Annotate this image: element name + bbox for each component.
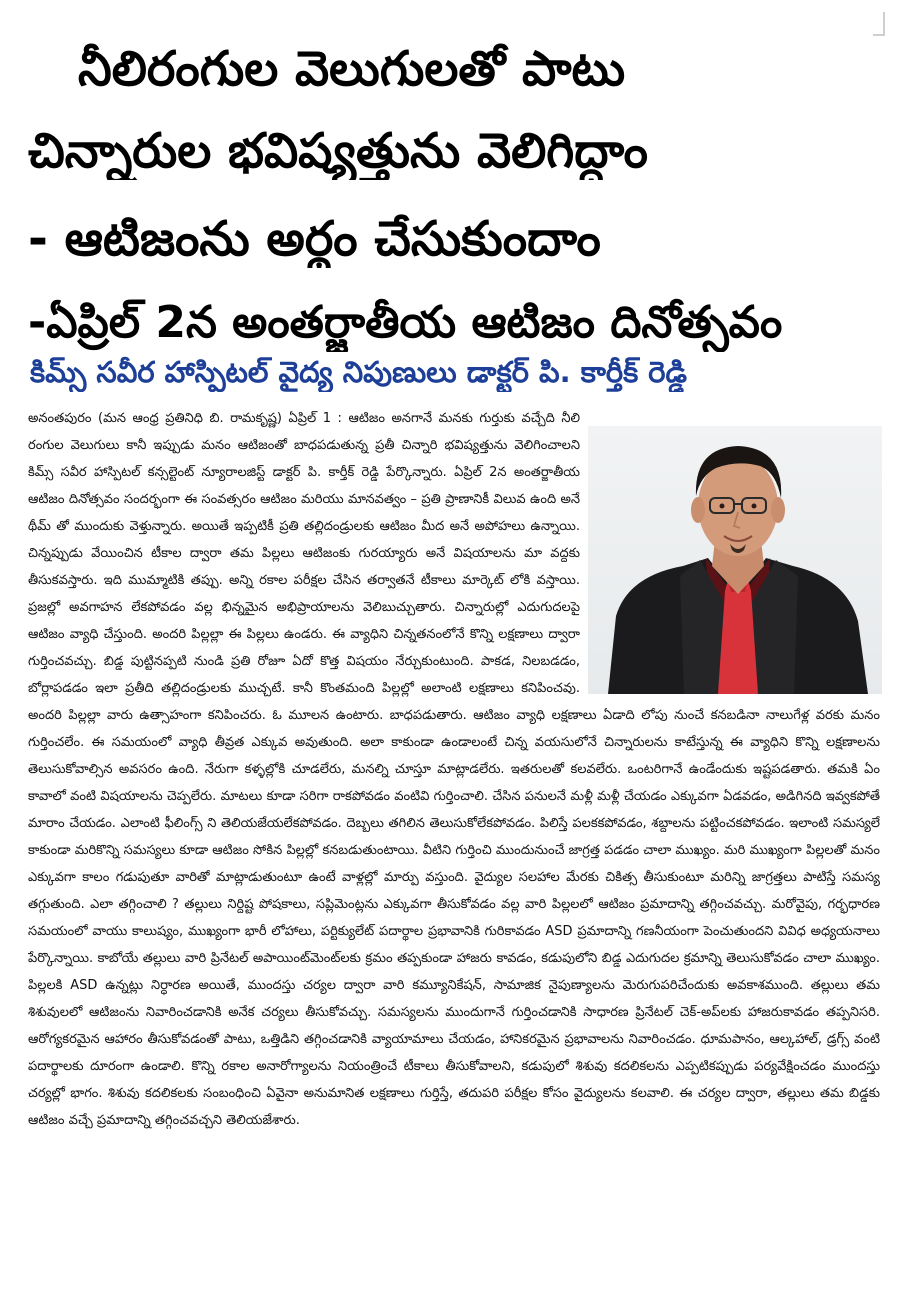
page-corner-mark	[873, 12, 885, 36]
headline-line-2: చిన్నారుల భవిష్యత్తును వెలిగిద్దాం	[28, 123, 648, 179]
photo-text-wrap-spacer	[580, 405, 880, 701]
headline-line-4: -ఏప్రిల్ 2న అంతర్జాతీయ ఆటిజం దినోత్సవం	[28, 297, 783, 348]
headline-line-1: నీలిరంగుల వెలుగులతో పాటు	[78, 41, 626, 97]
headline-line-3: - ఆటిజంను అర్థం చేసుకుందాం	[28, 211, 601, 267]
article-paragraph: అనంతపురం (మన ఆంధ్ర ప్రతినిధి బి. రామకృష్ణ) ఏప్రిల్ 1 : ఆటిజం అనగానే మనకు గుర్తుకు వచ్చేది నీలి రంగుల వెలుగులు కానీ ఇప్పుడు మనం ఆటిజంతో బాధపడుతున్న ప్రతీ చిన్నారి భవిష్యత్తును వెలిగించాలని కిమ్స్ సవీర హాస్పిటల్ కన్సల్టెంట్ న్యూరాలజిస్ట్ డాక్టర్ పి. కార్తీక్ రెడ్డి పేర్కొన్నారు. ఏప్రిల్ 2న అంతర్జాతీయ ఆటిజం దినోత్సవం సందర్భంగా ఈ సంవత్సరం ఆటిజం మరియు మానవత్వం – ప్రతి ప్రాణానికీ విలువ ఉంది అనే థీమ్ తో ముందుకు వెళ్తున్నారు. అయితే ఇప్పటికీ ప్రతి తల్లిదండ్రులకు ఆటిజం మీద అనే అపోహలు ఉన్నాయి. చిన్నప్పుడు వేయించిన టీకాల ద్వారా తమ పిల్లలు ఆటిజంకు గురయ్యారు అనే విషయాలను మా వద్దకు తీసుకవస్తారు. ఇది ముమ్మాటికి తప్పు. అన్ని రకాల పరీక్షల చేసిన తర్వాతనే టీకాలు మార్కెట్ లోకి వస్తాయి. ప్రజల్లో అవగాహన లేకపోవడం వల్ల భిన్నమైన అభిప్రాయాలను వెలిబుచ్చుతారు. చిన్నారుల్లో ఎదుగుదలపై ఆటిజం వ్యాధి చేస్తుంది. అందరి పిల్లల్లా ఈ పిల్లలు ఉండరు. ఈ వ్యాధిని చిన్నతనంలోనే కొన్ని లక్షణాలు ద్వారా గుర్తించవచ్చు. బిడ్డ పుట్టినప్పటి నుండి ప్రతి రోజూ ఏదో కొత్త విషయం నేర్చుకుంటుంది. పాకడ, నిలబడడం, బోర్లాపడడం ఇలా ప్రతీది తల్లిదండ్రులకు ముచ్చటే. కానీ కొంతమంది పిల్లల్లో అలాంటి లక్షణాలు కనిపించవు. అందరి పిల్లల్లా వారు ఉత్సాహంగా కనిపించరు. ఓ మూలన ఉంటారు. బాధపడుతారు. ఆటిజం వ్యాధి లక్షణాలు ఏడాది లోపు నుంచే కనబడినా నాలుగేళ్ల వరకు మనం గుర్తించలేం. ఈ సమయంలో వ్యాధి తీవ్రత ఎక్కువ అవుతుంది. అలా కాకుండా ఉండాలంటే చిన్న వయసులోనే చిన్నారులను కాటేస్తున్న ఈ వ్యాధిని కొన్ని లక్షణాలను తెలుసుకోవాల్సిన అవసరం ఉంది. నేరుగా కళ్ళల్లోకి చూడలేరు, మనల్ని చూస్తూ మాట్లాడలేరు. ఇతరులతో కలవలేరు. ఒంటరిగానే ఉండేందుకు ఇష్టపడతారు. తమకి ఏం కావాలో వంటి విషయాలను చెప్పలేరు. మాటలు కూడా సరిగా రాకపోవడం వంటివి గుర్తించాలి. చేసిన పనులనే మళ్లీ మళ్లీ చేయడం ఎక్కువగా ఏడవడం, అడిగినది ఇవ్వకపోతే మారాం చేయడం. ఎలాంటి ఫీలింగ్స్ ని తెలియజేయలేకపోవడం. దెబ్బలు తగిలిన తెలుసుకోలేకపోవడం. పిలిస్తే పలకకపోవడం, శబ్దాలను పట్టించకపోవడం. ఇలాంటి సమస్యలే కాకుండా మరికొన్ని సమస్యలు కూడా ఆటిజం సోకిన పిల్లల్లో కనబడుతుంటాయి. వీటిని గుర్తించి ముందునుంచే జాగ్రత్త పడడం చాలా ముఖ్యం. మరి ముఖ్యంగా పిల్లలతో మనం ఎక్కువగా కాలం గడుపుతూ వారితో మాట్లాడుతుంటూ ఉంటే వాళ్లల్లో మార్పు వస్తుంది. వైద్యుల సలహాల మేరకు చికిత్స తీసుకుంటూ మరిన్ని జాగ్రత్తలు పాటిస్తే సమస్య తగ్గుతుంది. ఎలా తగ్గించాలి ? తల్లులు నిర్దిష్ట పోషకాలు, సప్లిమెంట్లను ఎక్కువగా తీసుకోవడం వల్ల వారి పిల్లలలో ఆటిజం ప్రమాదాన్ని తగ్గించవచ్చు. మరోవైపు, గర్భధారణ సమయంలో వాయు కాలుష్యం, ముఖ్యంగా భారీ లోహాలు, పర్టిక్యులేట్ పదార్థాల ప్రభావానికి గురికావడం ASD ప్రమాదాన్ని గణనీయంగా పెంచుతుందని వివిధ అధ్యయనాలు పేర్కొన్నాయి. కాబోయే తల్లులు వారి ప్రినేటల్ అపాయింట్‌మెంట్‌లకు క్రమం తప్పకుండా హాజరు కావడం, కడుపులోని బిడ్డ ఎదుగుదల క్రమాన్ని తెలుసుకోవడం చాలా ముఖ్యం. పిల్లలకి ASD ఉన్నట్లు నిర్ధారణ అయితే, ముందస్తు చర్యల ద్వారా వారి కమ్యూనికేషన్, సామాజిక నైపుణ్యాలను మెరుగుపరిచేందుకు అవకాశముంది. తల్లులు తమ శిశువులలో ఆటిజంను నివారించడానికి అనేక చర్యలు తీసుకోవచ్చు. సమస్యలను ముందుగానే గుర్తించడానికి సాధారణ ప్రినేటల్ చెక్-అప్‌లకు హాజరుకావడం తప్పనిసరి. ఆరోగ్యకరమైన ఆహారం తీసుకోవడంతో పాటు, ఒత్తిడిని తగ్గించడానికి వ్యాయామాలు చేయడం, హానికరమైన ప్రభావాలను నివారించడం. ధూమపానం, ఆల్కహాల్, డ్రగ్స్ వంటి పదార్థాలకు దూరంగా ఉండాలి. కొన్ని రకాల అనారోగ్యాలను నియంత్రించే టీకాలు తీసుకోవాలని, కడుపులో శిశువు కదలికలను ఎప్పటికప్పుడు పర్యవేక్షించడం ముందస్తు చర్యల్లో భాగం. శిశువు కదలికలకు సంబంధించి ఏవైనా అనుమానిత లక్షణాలు గుర్తిస్తే, తదుపరి పరీక్షల కోసం వైద్యులను కలవాలి. ఈ చర్యల ద్వారా, తల్లులు తమ బిడ్డకు ఆటిజం వచ్చే ప్రమాదాన్ని తగ్గించవచ్చని తెలియజేశారు.	[28, 411, 880, 1128]
subheadline-doctor-name: కిమ్స్ సవీర హాస్పిటల్ వైద్య నిపుణులు డాక్టర్ పి. కార్తీక్ రెడ్డి	[30, 355, 687, 389]
article-body	[28, 405, 880, 1285]
